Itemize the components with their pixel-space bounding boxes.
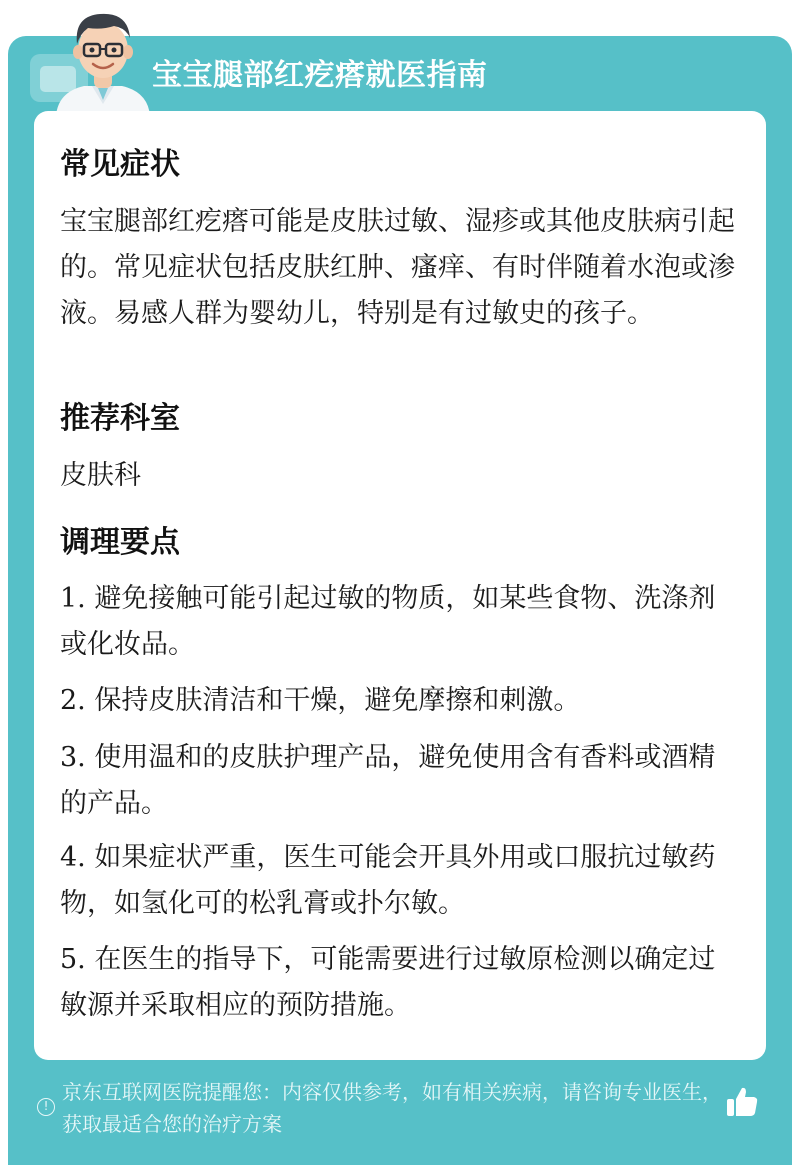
thumbs-up-icon[interactable] — [724, 1084, 760, 1120]
care-item-1 — [60, 576, 740, 668]
footer-disclaimer: 京东互联网医院提醒您：内容仅供参考，如有相关疾病，请咨询专业医生，获取最适合您的治疗方案 — [62, 1080, 722, 1136]
care-item-number: 4. — [60, 842, 86, 873]
care-item-number: 2. — [60, 685, 86, 716]
doctor-avatar — [48, 4, 158, 116]
care-item-text: 保持皮肤清洁和干燥，避免摩擦和刺激。 — [94, 685, 581, 716]
care-item-2 — [60, 678, 740, 724]
department-heading: 推荐科室 — [60, 401, 180, 436]
care-item-number: 5. — [60, 944, 86, 975]
info-icon: ! — [37, 1098, 55, 1116]
care-item-number: 1. — [60, 583, 86, 614]
care-item-4 — [60, 835, 740, 927]
care-item-number: 3. — [60, 742, 86, 773]
care-item-text: 在医生的指导下，可能需要进行过敏原检测以确定过敏源并采取相应的预防措施。 — [60, 944, 716, 1021]
care-heading: 调理要点 — [60, 525, 180, 560]
care-item-text: 避免接触可能引起过敏的物质，如某些食物、洗涤剂或化妆品。 — [60, 583, 716, 660]
care-item-5 — [60, 937, 740, 1029]
symptoms-heading: 常见症状 — [60, 147, 180, 182]
department-text: 皮肤科 — [60, 460, 141, 491]
content-card — [34, 111, 766, 1060]
care-item-text: 如果症状严重，医生可能会开具外用或口服抗过敏药物，如氢化可的松乳膏或扑尔敏。 — [60, 842, 716, 919]
symptoms-text: 宝宝腿部红疙瘩可能是皮肤过敏、湿疹或其他皮肤病引起的。常见症状包括皮肤红肿、瘙痒、有时伴随着水泡或渗液。易感人群为婴幼儿，特别是有过敏史的孩子。 — [60, 206, 735, 329]
page-title: 宝宝腿部红疙瘩就医指南 — [152, 58, 488, 93]
care-item-3 — [60, 735, 740, 827]
care-item-text: 使用温和的皮肤护理产品，避免使用含有香料或酒精的产品。 — [60, 742, 716, 819]
